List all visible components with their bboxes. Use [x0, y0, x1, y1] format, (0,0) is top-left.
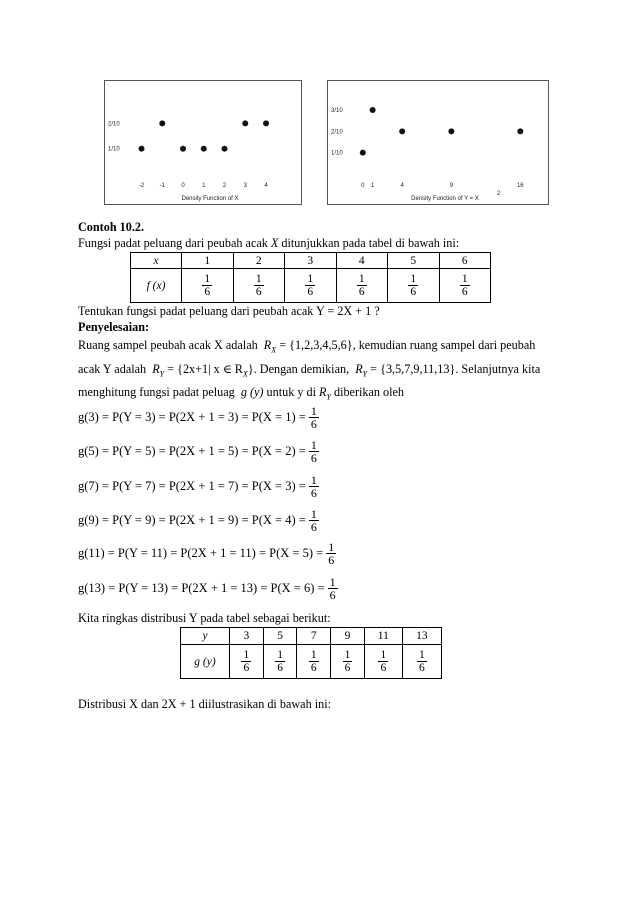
data-point	[360, 150, 366, 156]
rx-value: = {1,2,3,4,5,6}	[279, 338, 353, 352]
ry-set-sub: X	[242, 369, 248, 379]
frac-num: 1	[255, 273, 262, 285]
table-x-head: x	[131, 253, 182, 269]
sol3-text-c: diberikan oleh	[333, 385, 405, 399]
equation-g5	[78, 439, 319, 464]
intro-var: X	[270, 236, 279, 250]
equation-lhs: g(9) = P(Y = 9) = P(2X + 1 = 9) = P(X = 4) =	[78, 513, 306, 527]
x-tick-label: 4	[264, 183, 268, 189]
solution-line-3	[78, 385, 404, 404]
sol2-text-a: acak Y adalah	[78, 362, 147, 376]
data-point	[180, 146, 186, 152]
table-x-header-row	[131, 253, 491, 269]
frac-den: 6	[328, 553, 335, 567]
equation-g9	[78, 508, 319, 533]
frac-num: 1	[344, 649, 351, 661]
table-y-col: 9	[331, 628, 365, 645]
table-y-col: 7	[297, 628, 331, 645]
equation-g7	[78, 474, 319, 499]
frac-num: 1	[380, 649, 387, 661]
equation-lhs: g(3) = P(Y = 3) = P(2X + 1 = 3) = P(X = 1) =	[78, 410, 306, 424]
data-point	[242, 120, 248, 126]
table-x-col: 3	[285, 253, 337, 269]
frac-den: 6	[358, 286, 365, 298]
y-tick-label: 3/10	[331, 108, 343, 115]
equation-lhs: g(7) = P(Y = 7) = P(2X + 1 = 7) = P(X = 3) =	[78, 479, 306, 493]
x-tick-label: 4	[400, 183, 404, 189]
equation-g11	[78, 541, 336, 566]
pdf-table-y	[180, 627, 442, 679]
ry2-sub: Y	[362, 369, 368, 379]
frac-den: 6	[310, 662, 317, 674]
frac-den: 6	[410, 286, 417, 298]
table-x-cell	[285, 269, 337, 303]
data-point	[370, 107, 376, 113]
y-tick-label: 1/10	[108, 146, 120, 153]
table-y-col: 3	[230, 628, 264, 645]
x-tick-label: 1	[202, 183, 206, 189]
frac-den: 6	[277, 662, 283, 674]
x-tick-label: 9	[449, 183, 454, 189]
data-point	[159, 120, 165, 126]
frac-num: 1	[328, 540, 335, 554]
pdf-table-x	[130, 252, 491, 303]
density-plot-y	[327, 80, 549, 205]
solution-title: Penyelesaian:	[78, 320, 150, 334]
frac-num: 1	[310, 507, 317, 521]
data-point	[448, 128, 454, 134]
frac-den: 6	[204, 286, 211, 298]
sol3-text-a: menghitung fungsi padat peluag	[78, 385, 235, 399]
table-y-cell	[402, 645, 441, 679]
x-axis-label: Density Function of X	[181, 196, 239, 202]
data-point	[201, 146, 207, 152]
frac-den: 6	[310, 417, 317, 431]
table-x-cell	[439, 269, 491, 303]
table-x-cell	[388, 269, 440, 303]
data-point	[139, 146, 145, 152]
x-tick-label: 16	[516, 183, 524, 189]
frac-den: 6	[461, 286, 468, 298]
frac-num: 1	[410, 273, 417, 285]
frac-den: 6	[310, 520, 317, 534]
intro-text-a: Fungsi padat peluang dari peubah acak	[78, 236, 271, 250]
x-tick-label: 1	[370, 183, 375, 189]
summary-text: Kita ringkas distribusi Y pada tabel sebagai berikut:	[78, 611, 331, 625]
density-plot-x	[104, 80, 302, 205]
x-axis-label-sup: 2	[497, 191, 501, 197]
equation-lhs: g(11) = P(Y = 11) = P(2X + 1 = 11) = P(X = 5) =	[78, 546, 324, 560]
frac-num: 1	[310, 473, 317, 487]
equation-lhs: g(5) = P(Y = 5) = P(2X + 1 = 5) = P(X = 2) =	[78, 444, 306, 458]
sol2-text-b: . Dengan demikian,	[253, 362, 350, 376]
x-axis-label: Density Function of Y = X	[411, 196, 479, 202]
intro-text	[78, 236, 459, 250]
frac-den: 6	[419, 662, 425, 674]
frac-den: 6	[307, 286, 314, 298]
data-point	[222, 146, 228, 152]
table-y-cell	[297, 645, 331, 679]
sol2-text-c: . Selanjutnya kita	[455, 362, 541, 376]
frac-den: 6	[255, 286, 262, 298]
y-tick-label: 1/10	[331, 150, 343, 157]
table-x-cell	[336, 269, 388, 303]
y-tick-label: 2/10	[331, 129, 343, 136]
equation-g13	[78, 576, 338, 601]
solution-line-2	[78, 362, 540, 381]
table-y-cell	[364, 645, 402, 679]
ry3-sub: Y	[326, 392, 331, 402]
ry3-symbol: R	[319, 385, 327, 399]
frac-den: 6	[310, 451, 317, 465]
equation-g3	[78, 405, 319, 430]
frac-num: 1	[204, 273, 211, 285]
ry-sub: Y	[159, 369, 165, 379]
frac-num: 1	[310, 649, 317, 661]
sol1-text-b: , kemudian ruang sampel dari peubah	[352, 338, 536, 352]
table-y-header-row	[181, 628, 442, 645]
x-tick-label: -1	[159, 183, 165, 189]
x-tick-label: 3	[243, 183, 247, 189]
table-y-col: 11	[364, 628, 402, 645]
data-point	[517, 128, 523, 134]
y-tick-label: 2/10	[108, 121, 120, 128]
data-point	[399, 128, 405, 134]
table-x-col: 1	[182, 253, 234, 269]
rx-sub: X	[271, 345, 277, 355]
solution-line-1	[78, 338, 535, 357]
table-y-col: 5	[263, 628, 297, 645]
question-text: Tentukan fungsi padat peluang dari peubah acak Y = 2X + 1 ?	[78, 304, 380, 318]
table-y-cell	[331, 645, 365, 679]
frac-num: 1	[310, 438, 317, 452]
table-x-col: 4	[336, 253, 388, 269]
data-point	[263, 120, 269, 126]
table-x-col: 5	[388, 253, 440, 269]
x-tick-label: 0	[361, 183, 365, 189]
frac-den: 6	[380, 662, 387, 674]
frac-den: 6	[344, 662, 351, 674]
x-tick-label: 0	[181, 183, 185, 189]
table-y-cell	[230, 645, 264, 679]
closing-text: Distribusi X dan 2X + 1 diilustrasikan di bawah ini:	[78, 697, 331, 711]
table-x-col: 2	[233, 253, 285, 269]
frac-num: 1	[358, 273, 365, 285]
ry-value: = {3,5,7,9,11,13}	[370, 362, 456, 376]
table-x-cell	[233, 269, 285, 303]
frac-num: 1	[243, 649, 250, 661]
rx-symbol: R	[263, 338, 272, 352]
frac-num: 1	[419, 649, 425, 661]
table-y-cell	[263, 645, 297, 679]
density-plot-x-svg	[105, 81, 301, 204]
frac-den: 6	[329, 588, 336, 602]
frac-den: 6	[243, 662, 250, 674]
intro-text-b: ditunjukkan pada tabel di bawah ini:	[278, 236, 460, 250]
frac-num: 1	[461, 273, 468, 285]
sol1-text-a: Ruang sampel peubah acak X adalah	[78, 338, 258, 352]
x-tick-label: -2	[138, 183, 145, 189]
table-x-prob-row	[131, 269, 491, 303]
g-of-y: g (y)	[240, 385, 264, 399]
frac-num: 1	[277, 649, 283, 661]
frac-num: 1	[307, 273, 314, 285]
table-y-head: y	[181, 628, 230, 645]
equation-lhs: g(13) = P(Y = 13) = P(2X + 1 = 13) = P(X = 6) =	[78, 581, 325, 595]
table-y-prob-row	[181, 645, 442, 679]
table-x-cell	[182, 269, 234, 303]
table-x-col: 6	[439, 253, 491, 269]
frac-num: 1	[310, 404, 317, 418]
frac-den: 6	[310, 486, 317, 500]
frac-num: 1	[329, 575, 336, 589]
ry-symbol: R	[152, 362, 160, 376]
ry-set-end: }	[247, 362, 254, 376]
density-plot-y-svg	[328, 81, 548, 204]
x-tick-label: 2	[222, 183, 227, 189]
table-y-row-label: g (y)	[181, 645, 230, 679]
example-title: Contoh 10.2.	[78, 220, 145, 234]
table-x-row-label: f (x)	[131, 269, 182, 303]
table-y-col: 13	[402, 628, 441, 645]
ry2-symbol: R	[355, 362, 363, 376]
ry-set: = {2x+1| x ∈ R	[167, 362, 243, 376]
sol3-text-b: untuk y di	[266, 385, 316, 399]
